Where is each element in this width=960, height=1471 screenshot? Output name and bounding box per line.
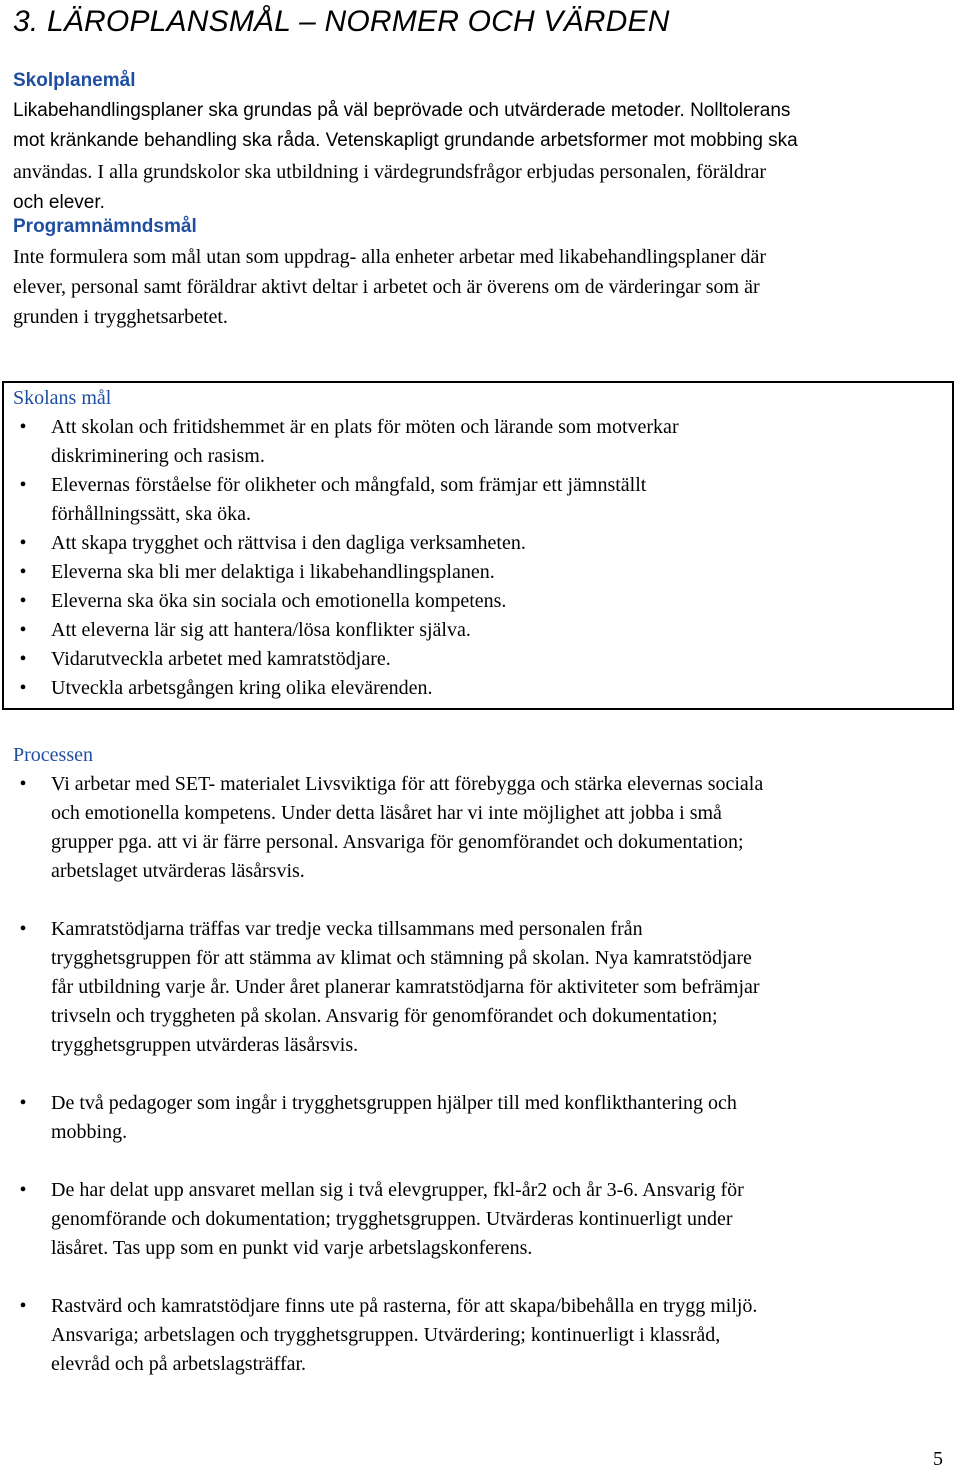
list-item (13, 674, 943, 703)
list-item-line: genomförande och dokumentation; trygghetsgruppen. Utvärderas kontinuerligt under (51, 1208, 733, 1230)
processen-section (13, 741, 948, 1379)
list-item (13, 1089, 948, 1147)
programnamndsmal-line: elever, personal samt föräldrar aktivt deltar i arbetet och är överens om de värderingar som är (13, 276, 760, 298)
skolplanemal-line: och elever. (13, 192, 105, 213)
list-item-line: arbetslaget utvärderas läsårsvis. (51, 860, 305, 882)
bullet-icon: • (19, 1092, 27, 1114)
list-item (13, 1292, 948, 1379)
list-item-line: elevråd och på arbetslagsträffar. (51, 1353, 307, 1375)
bullet-icon: • (19, 474, 27, 496)
bullet-icon: • (19, 590, 27, 612)
programnamndsmal-line: Inte formulera som mål utan som uppdrag- alla enheter arbetar med likabehandlingsplaner där (13, 246, 767, 268)
list-item (13, 770, 948, 886)
skolans-mal-section (13, 384, 943, 703)
bullet-icon: • (19, 677, 27, 699)
skolans-mal-heading: Skolans mål (13, 387, 112, 409)
bullet-icon: • (19, 648, 27, 670)
list-item-line: Utveckla arbetsgången kring olika elevärenden. (51, 677, 433, 699)
bullet-icon: • (19, 416, 27, 438)
skolplanemal-line: Likabehandlingsplaner ska grundas på väl beprövade och utvärderade metoder. Nolltolerans (13, 100, 791, 121)
list-item-line: läsåret. Tas upp som en punkt vid varje arbetslagskonferens. (51, 1237, 533, 1259)
list-item-line: trivseln och tryggheten på skolan. Ansvarig för genomförandet och dokumentation; (51, 1005, 718, 1027)
list-item (13, 471, 943, 529)
list-item-line: Kamratstödjarna träffas var tredje vecka tillsammans med personalen från (51, 918, 643, 940)
list-item-line: Eleverna ska bli mer delaktiga i likabehandlingsplanen. (51, 561, 495, 583)
processen-list (13, 770, 948, 1379)
programnamndsmal-section (13, 212, 948, 332)
list-item-line: grupper pga. att vi är färre personal. Ansvariga för genomförandet och dokumentation; (51, 831, 744, 853)
list-item (13, 1176, 948, 1263)
list-item-line: De två pedagoger som ingår i trygghetsgruppen hjälper till med konflikthantering och (51, 1092, 737, 1114)
list-item-line: Att eleverna lär sig att hantera/lösa konflikter själva. (51, 619, 471, 641)
list-item-line: Elevernas förståelse för olikheter och mångfald, som främjar ett jämnställt (51, 474, 647, 496)
skolplanemal-section (13, 66, 948, 218)
list-item (13, 645, 943, 674)
processen-heading: Processen (13, 744, 93, 766)
list-item-line: får utbildning varje år. Under året planerar kamratstödjarna för aktiviteter som befrämjar (51, 976, 760, 998)
bullet-icon: • (19, 1295, 27, 1317)
list-item-line: Att skapa trygghet och rättvisa i den dagliga verksamheten. (51, 532, 526, 554)
programnamndsmal-line: grunden i trygghetsarbetet. (13, 306, 228, 328)
skolplanemal-heading: Skolplanemål (13, 70, 136, 91)
list-item-line: Vidarutveckla arbetet med kamratstödjare. (51, 648, 391, 670)
list-item-line: Ansvariga; arbetslagen och trygghetsgruppen. Utvärdering; kontinuerligt i klassråd, (51, 1324, 721, 1346)
list-item-line: förhållningssätt, ska öka. (51, 503, 251, 525)
list-item (13, 587, 943, 616)
list-item-line: Eleverna ska öka sin sociala och emotionella kompetens. (51, 590, 507, 612)
list-item-line: mobbing. (51, 1121, 128, 1143)
bullet-icon: • (19, 532, 27, 554)
bullet-icon: • (19, 619, 27, 641)
list-item-line: Att skolan och fritidshemmet är en plats för möten och lärande som motverkar (51, 416, 679, 438)
list-item-line: trygghetsgruppen för att stämma av klimat och stämning på skolan. Nya kamratstödjare (51, 947, 752, 969)
list-item (13, 915, 948, 1060)
bullet-icon: • (19, 561, 27, 583)
list-item-line: diskriminering och rasism. (51, 445, 265, 467)
skolplanemal-line: mot kränkande behandling ska råda. Vetenskapligt grundande arbetsformer mot mobbing ska (13, 130, 798, 151)
bullet-icon: • (19, 773, 27, 795)
list-item-line: och emotionella kompetens. Under detta läsåret har vi inte möjlighet att jobba i små (51, 802, 722, 824)
list-item-line: Vi arbetar med SET- materialet Livsviktiga för att förebygga och stärka elevernas sociala (51, 773, 764, 795)
skolans-mal-list (13, 413, 943, 703)
page-number: 5 (933, 1448, 943, 1470)
list-item-line: Rastvärd och kamratstödjare finns ute på rasterna, för att skapa/bibehålla en trygg miljö. (51, 1295, 758, 1317)
list-item (13, 413, 943, 471)
list-item (13, 558, 943, 587)
bullet-icon: • (19, 918, 27, 940)
list-item-line: De har delat upp ansvaret mellan sig i två elevgrupper, fkl-år2 och år 3-6. Ansvarig för (51, 1179, 744, 1201)
list-item (13, 529, 943, 558)
skolplanemal-line: användas. I alla grundskolor ska utbildning i värdegrundsfrågor erbjudas personalen, föräldrar (13, 161, 767, 183)
document-title: 3. LÄROPLANSMÅL – NORMER OCH VÄRDEN (13, 5, 670, 38)
bullet-icon: • (19, 1179, 27, 1201)
list-item-line: trygghetsgruppen utvärderas läsårsvis. (51, 1034, 359, 1056)
programnamndsmal-heading: Programnämndsmål (13, 216, 197, 237)
list-item (13, 616, 943, 645)
